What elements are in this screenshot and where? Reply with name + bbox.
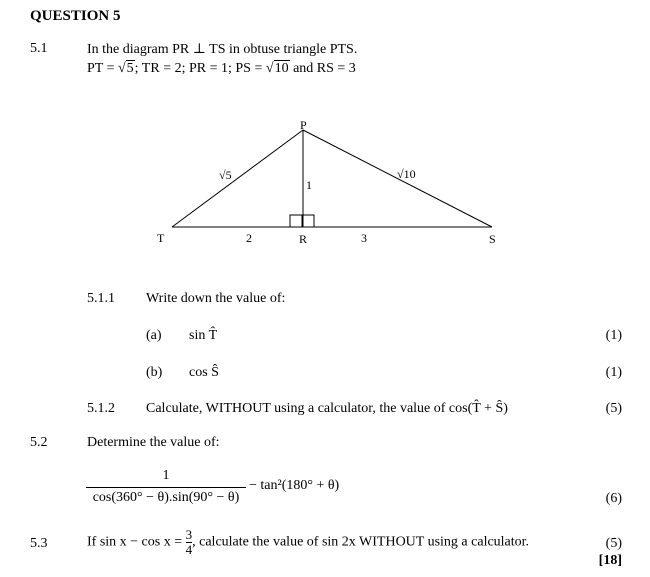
side-label-ps: √10: [397, 167, 416, 181]
sqrt-5-radicand: 5: [126, 61, 134, 76]
fraction-numerator: 1: [162, 468, 170, 483]
sqrt-5: √5: [117, 61, 134, 76]
question-5-3-text: [87, 528, 529, 557]
part-a-marks: (1): [605, 328, 622, 343]
given-tr-pr-ps: ; TR = 2; PR = 1; PS =: [134, 61, 266, 76]
side-label-rs: 3: [361, 231, 367, 245]
question-5-2-tail: − tan²(180° + θ): [249, 478, 340, 493]
side-pt: [172, 130, 303, 227]
triangle-diagram: [0, 0, 650, 260]
side-label-pr: 1: [306, 178, 312, 192]
question-5-1-intro: In the diagram PR ⊥ TS in obtuse triangle PTS.: [87, 42, 358, 57]
side-label-pt: √5: [219, 168, 232, 182]
sqrt-10-radicand: 10: [274, 61, 289, 76]
question-number-5-1-2: 5.1.2: [87, 401, 115, 416]
question-5-1-2-text: Calculate, WITHOUT using a calculator, the value of cos(T̂ + Ŝ): [146, 401, 508, 416]
question-5-1-2-marks: (5): [605, 401, 622, 416]
fraction-3-4-denominator: 4: [185, 542, 193, 557]
vertex-label-s: S: [489, 232, 496, 246]
question-5-3-marks: (5): [605, 536, 622, 551]
vertex-label-p: P: [300, 118, 307, 132]
question-number-5-3: 5.3: [30, 536, 48, 551]
question-total-marks: [18]: [598, 553, 622, 568]
question-5-2-marks: (6): [605, 491, 622, 506]
fraction-3-4-numerator: 3: [185, 527, 193, 542]
question-5-3-prefix: If sin x − cos x =: [87, 534, 186, 550]
question-number-5-1: 5.1: [30, 41, 48, 56]
vertex-label-r: R: [299, 232, 308, 246]
vertex-label-t: T: [157, 231, 165, 245]
part-b-marks: (1): [605, 365, 622, 380]
part-b-expression: cos Ŝ: [189, 365, 219, 380]
question-5-3-suffix: , calculate the value of sin 2x WITHOUT using a calculator.: [192, 534, 530, 550]
fraction-bar: [86, 487, 246, 488]
question-number-5-2: 5.2: [30, 435, 48, 450]
part-a-expression: sin T̂: [189, 328, 218, 343]
question-5-2-text: Determine the value of:: [87, 435, 220, 450]
part-a-label: (a): [146, 328, 162, 343]
given-pt-label: PT =: [87, 61, 118, 76]
given-rs: and RS = 3: [289, 61, 356, 76]
question-number-5-1-1: 5.1.1: [87, 291, 115, 306]
part-b-label: (b): [146, 365, 163, 380]
fraction-denominator: cos(360° − θ).sin(90° − θ): [92, 490, 240, 505]
sqrt-10: √10: [265, 61, 289, 76]
question-title: QUESTION 5: [30, 8, 121, 24]
question-5-1-1-text: Write down the value of:: [146, 291, 286, 306]
side-label-tr: 2: [246, 231, 252, 245]
